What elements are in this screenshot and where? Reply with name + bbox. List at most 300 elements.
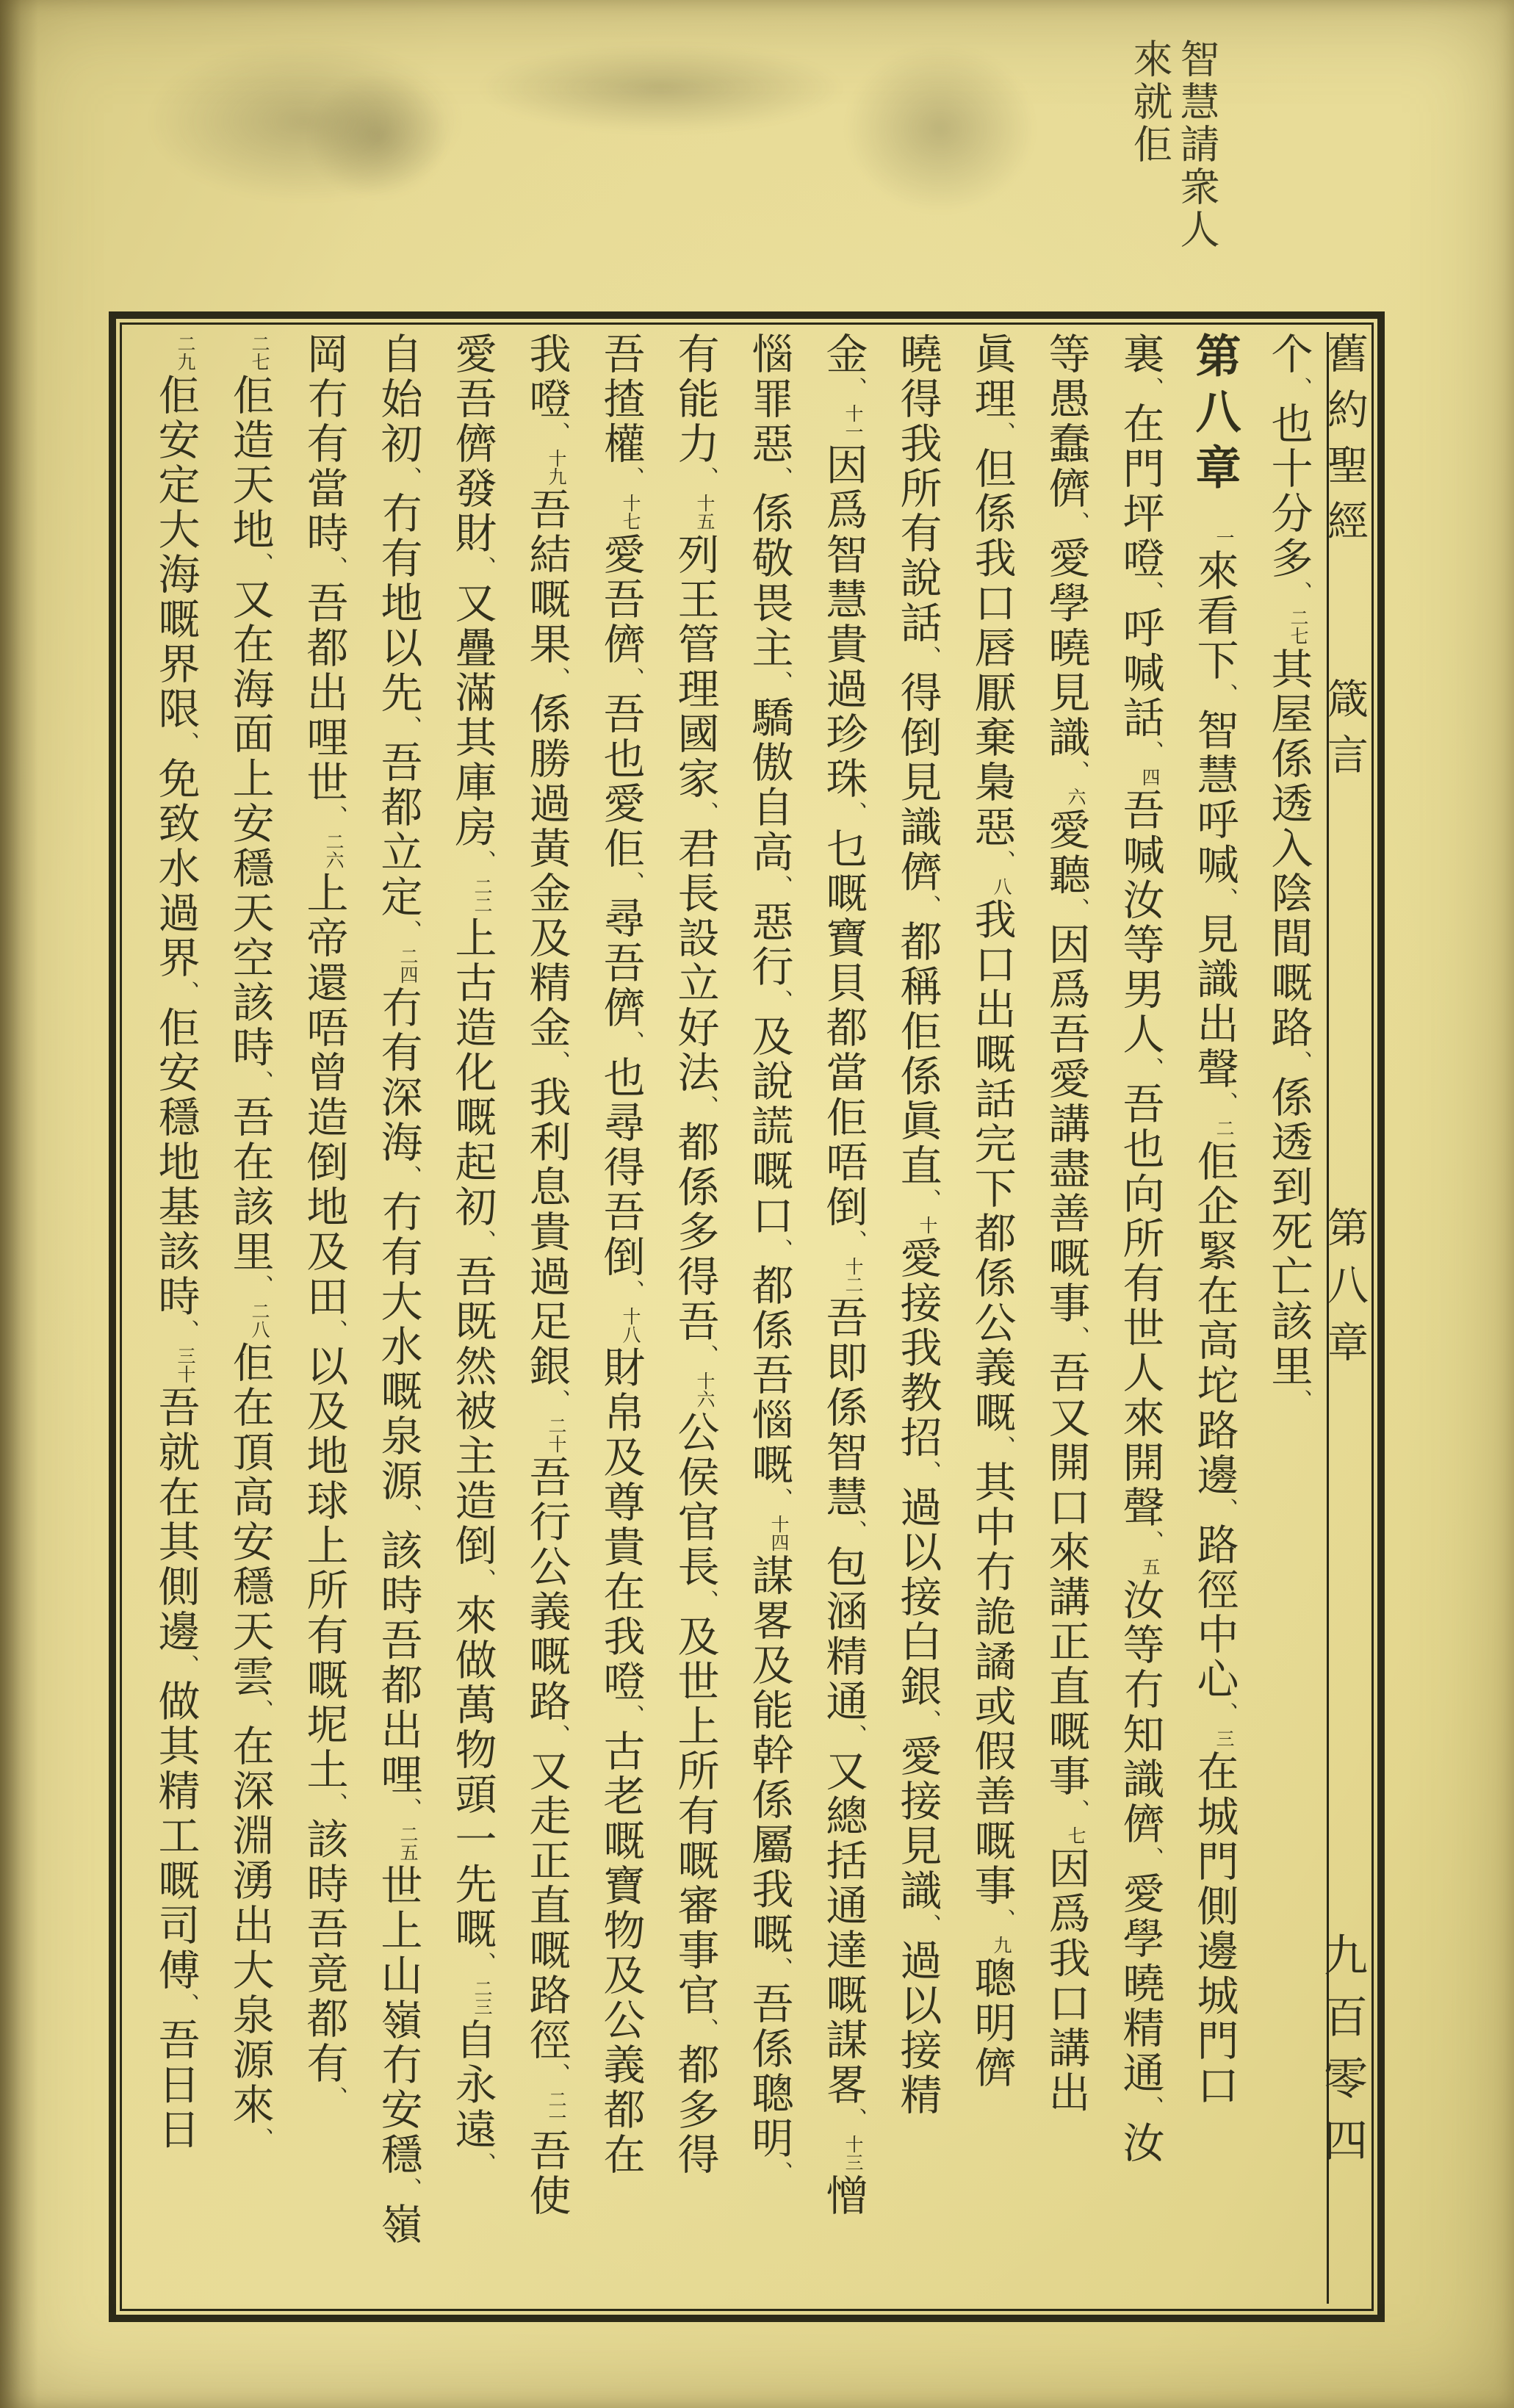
- text-character: 包: [820, 1545, 866, 1590]
- text-character: 上: [375, 1908, 421, 1953]
- text-character: 係: [746, 1308, 792, 1353]
- text-character: 以: [375, 626, 421, 671]
- text-character: 及: [597, 1435, 644, 1480]
- text-character: 財: [597, 1346, 644, 1391]
- text-character: 行: [523, 1500, 569, 1545]
- text-character: 係: [1265, 1075, 1311, 1120]
- text-character: 路: [1191, 1408, 1237, 1453]
- text-character: 發: [449, 466, 495, 511]
- text-character: 多: [671, 1210, 718, 1255]
- text-character: 地: [375, 581, 421, 626]
- text-character: 識: [1191, 957, 1237, 1002]
- text-character: 嘅: [300, 1658, 347, 1703]
- text-character: 總: [820, 1794, 866, 1839]
- text-character: 側: [1191, 1884, 1237, 1929]
- verse-number: 一: [1214, 528, 1233, 547]
- text-character: 開: [1042, 1441, 1089, 1485]
- text-column: [509, 332, 583, 2308]
- text-character: 智: [820, 533, 866, 577]
- chapter-label: 第八章: [1322, 1206, 1367, 1378]
- text-character: 嘅: [671, 1839, 718, 1883]
- text-character: 爲: [1042, 1892, 1089, 1936]
- text-character: 話: [1117, 696, 1163, 740]
- punctuation-mark: 、: [693, 466, 718, 491]
- text-character: 及: [746, 1014, 792, 1059]
- text-character: 限: [152, 687, 198, 732]
- text-character: 都: [375, 1663, 421, 1708]
- text-character: 果: [523, 622, 569, 667]
- text-character: 在: [226, 1385, 273, 1430]
- text-character: 疊: [449, 626, 495, 671]
- text-character: 路: [523, 1973, 569, 2018]
- punctuation-mark: 、: [842, 1724, 866, 1749]
- text-character: 岡: [300, 332, 347, 377]
- text-character: 接: [894, 1779, 940, 1824]
- text-character: 見: [1042, 671, 1089, 715]
- text-character: 通: [1117, 2051, 1163, 2096]
- text-character: 珍: [820, 712, 866, 757]
- text-character: 括: [820, 1839, 866, 1883]
- text-character: 入: [1265, 826, 1311, 871]
- text-character: 來: [226, 2083, 273, 2127]
- text-character: 來: [1117, 1396, 1163, 1441]
- text-character: 在: [152, 1475, 198, 1520]
- text-character: 通: [820, 1679, 866, 1724]
- text-character: 該: [1265, 1299, 1311, 1344]
- text-character: 聲: [1191, 1047, 1237, 1092]
- text-character: 裏: [1117, 332, 1163, 377]
- text-character: 基: [152, 1185, 198, 1230]
- text-character: 帛: [597, 1391, 644, 1435]
- punctuation-mark: 、: [693, 2018, 718, 2043]
- text-character: 儕: [449, 422, 495, 466]
- text-character: 過: [523, 1255, 569, 1299]
- text-columns: [129, 332, 1325, 2308]
- text-character: 佢: [820, 1095, 866, 1140]
- text-character: 設: [671, 916, 718, 961]
- text-character: 倒: [894, 715, 940, 760]
- text-character: 惡: [968, 805, 1014, 850]
- text-character: 及: [746, 1643, 792, 1688]
- text-character: 公: [597, 1998, 644, 2043]
- text-character: 使: [523, 2174, 569, 2218]
- text-character: 見: [894, 1824, 940, 1869]
- text-character: 聲: [1117, 1485, 1163, 1530]
- text-character: 喊: [1191, 843, 1237, 887]
- text-character: 好: [671, 1006, 718, 1050]
- text-character: 倒: [300, 1140, 347, 1185]
- text-character: 吾: [300, 1907, 347, 1952]
- text-character: 當: [820, 1050, 866, 1095]
- text-character: 日: [152, 2108, 198, 2152]
- punctuation-mark: 、: [768, 1488, 792, 1513]
- text-character: 金: [523, 1006, 569, 1050]
- text-character: 惡: [746, 422, 792, 466]
- text-character: 盡: [1042, 1147, 1089, 1192]
- text-character: 得: [671, 1255, 718, 1299]
- text-character: 邊: [1191, 1929, 1237, 1974]
- text-character: 謀: [820, 2018, 866, 2063]
- text-character: 愛: [1042, 536, 1089, 581]
- text-character: 理: [968, 377, 1014, 422]
- text-character: 出: [1191, 1002, 1237, 1047]
- text-character: 司: [152, 1903, 198, 1948]
- text-character: 口: [746, 1194, 792, 1239]
- text-character: 列: [671, 533, 718, 577]
- text-character: 假: [968, 1729, 1014, 1774]
- text-character: 天: [226, 463, 273, 508]
- text-character: 貴: [597, 1525, 644, 1570]
- text-character: 淵: [226, 1814, 273, 1859]
- verse-number: 三十: [175, 1347, 195, 1383]
- text-character: 界: [152, 936, 198, 981]
- text-character: 立: [375, 830, 421, 875]
- punctuation-mark: 、: [768, 2161, 792, 2186]
- punctuation-mark: 、: [1139, 1057, 1163, 1082]
- text-character: 都: [375, 785, 421, 830]
- text-character: 企: [1191, 1184, 1237, 1229]
- text-character: 因: [1042, 923, 1089, 967]
- text-character: 海: [152, 552, 198, 597]
- page-number: 九百零四: [1318, 1932, 1366, 2179]
- text-character: 黃: [523, 826, 569, 871]
- text-character: 所: [300, 1568, 347, 1613]
- text-character: 出: [300, 671, 347, 715]
- text-character: 自: [746, 785, 792, 830]
- text-character: 貝: [820, 961, 866, 1006]
- verse-number: 九: [991, 1936, 1011, 1954]
- text-character: 里: [1265, 1344, 1311, 1389]
- text-character: 穩: [226, 1565, 273, 1609]
- punctuation-mark: 、: [1213, 1498, 1237, 1523]
- text-character: 出: [1042, 2071, 1089, 2116]
- punctuation-mark: 、: [397, 1504, 421, 1529]
- text-character: 下: [1191, 638, 1237, 683]
- punctuation-mark: 、: [916, 1914, 940, 1939]
- text-character: 識: [894, 1869, 940, 1914]
- text-character: 義: [597, 2043, 644, 2088]
- text-character: 庫: [449, 760, 495, 805]
- text-character: 始: [375, 377, 421, 422]
- punctuation-mark: 、: [916, 895, 940, 920]
- text-column: [435, 332, 509, 2308]
- text-character: 惱: [746, 1398, 792, 1443]
- punctuation-mark: 、: [248, 2127, 273, 2152]
- text-character: 都: [671, 1120, 718, 1165]
- text-character: 頂: [226, 1430, 273, 1475]
- text-character: 在: [1191, 1274, 1237, 1319]
- text-character: 工: [152, 1814, 198, 1859]
- text-column: [806, 332, 880, 2308]
- text-character: 口: [1042, 1485, 1089, 1530]
- punctuation-mark: 、: [322, 1792, 347, 1817]
- text-character: 門: [1117, 447, 1163, 491]
- punctuation-mark: 、: [322, 805, 347, 830]
- text-character: 嘅: [597, 1819, 644, 1864]
- text-character: 先: [449, 1862, 495, 1907]
- text-character: 財: [449, 511, 495, 556]
- text-character: 該: [226, 1185, 273, 1230]
- text-column: [1028, 332, 1103, 2308]
- text-character: 吾: [597, 941, 644, 986]
- text-character: 來: [449, 1593, 495, 1638]
- text-character: 人: [1117, 1012, 1163, 1057]
- text-character: 路: [1191, 1523, 1237, 1568]
- punctuation-mark: 、: [174, 1993, 198, 2018]
- text-character: 也: [1265, 402, 1311, 447]
- verse-number: 七: [1065, 1826, 1085, 1845]
- text-character: 過: [894, 1939, 940, 1983]
- text-character: 吾: [226, 1095, 273, 1140]
- punctuation-mark: 、: [174, 1654, 198, 1679]
- text-character: 安: [226, 1520, 273, 1565]
- text-character: 徑: [523, 2018, 569, 2063]
- text-character: 有: [671, 1794, 718, 1839]
- text-character: 長: [671, 871, 718, 916]
- text-character: 喊: [1117, 651, 1163, 696]
- text-character: 嶺: [375, 1998, 421, 2043]
- text-character: 或: [968, 1684, 1014, 1729]
- text-character: 過: [152, 891, 198, 936]
- text-character: 透: [1265, 782, 1311, 826]
- text-column: [212, 332, 286, 2308]
- text-character: 空: [226, 936, 273, 981]
- punctuation-mark: 、: [1213, 887, 1237, 912]
- text-character: 嘅: [523, 1634, 569, 1679]
- verse-number: 二九: [175, 334, 195, 371]
- text-character: 側: [152, 1565, 198, 1609]
- text-character: 佢: [894, 1009, 940, 1054]
- text-character: 坪: [1117, 491, 1163, 536]
- text-character: 嘅: [746, 1443, 792, 1488]
- text-character: 眞: [968, 332, 1014, 377]
- text-character: 話: [968, 1077, 1014, 1122]
- text-character: 爲: [820, 488, 866, 533]
- text-character: 曉: [894, 332, 940, 377]
- text-character: 侯: [671, 1455, 718, 1500]
- punctuation-mark: 、: [248, 1699, 273, 1724]
- text-character: 緊: [1191, 1229, 1237, 1274]
- text-character: 屬: [746, 1823, 792, 1867]
- text-character: 愛: [1042, 1057, 1089, 1102]
- text-character: 城: [1191, 1974, 1237, 2019]
- punctuation-mark: 、: [248, 1275, 273, 1299]
- text-character: 說: [894, 556, 940, 601]
- text-character: 个: [1265, 332, 1311, 377]
- punctuation-mark: 、: [545, 1050, 569, 1075]
- punctuation-mark: 、: [248, 552, 273, 577]
- running-header-line1: 智慧請衆人: [1175, 38, 1219, 251]
- punctuation-mark: 、: [842, 1230, 866, 1255]
- text-character: 日: [152, 2063, 198, 2108]
- text-character: 有: [894, 511, 940, 556]
- text-character: 汝: [1117, 1578, 1163, 1623]
- text-character: 致: [152, 801, 198, 846]
- text-character: 高: [746, 830, 792, 875]
- text-column: [880, 332, 954, 2308]
- text-character: 講: [1042, 2026, 1089, 2071]
- punctuation-mark: 、: [397, 1165, 421, 1190]
- text-character: 愛: [597, 782, 644, 826]
- verse-number: 十: [917, 1216, 937, 1234]
- text-character: 先: [375, 671, 421, 715]
- text-character: 精: [1117, 2006, 1163, 2051]
- text-character: 國: [671, 712, 718, 757]
- text-character: 世: [375, 1864, 421, 1908]
- text-character: 說: [746, 1059, 792, 1104]
- text-character: 精: [523, 961, 569, 1006]
- punctuation-mark: 、: [842, 377, 866, 402]
- verse-number: 二: [1214, 1119, 1233, 1137]
- text-character: 嘅: [746, 1912, 792, 1957]
- punctuation-mark: 、: [397, 715, 421, 740]
- text-character: 梟: [968, 760, 1014, 805]
- text-character: 講: [1042, 1575, 1089, 1620]
- text-character: 都: [597, 2088, 644, 2133]
- text-character: 在: [226, 622, 273, 667]
- text-character: 嘅: [1042, 1236, 1089, 1281]
- text-character: 口: [968, 581, 1014, 626]
- text-character: 精: [152, 1769, 198, 1814]
- text-character: 佢: [226, 373, 273, 418]
- text-character: 得: [671, 2133, 718, 2177]
- text-character: 儕: [968, 2046, 1014, 2091]
- text-character: 吾: [1117, 788, 1163, 833]
- text-character: 下: [968, 1167, 1014, 1211]
- text-character: 義: [968, 1346, 1014, 1391]
- verse-number: 二六: [323, 832, 343, 869]
- text-character: 都: [671, 2043, 718, 2088]
- text-character: 門: [1191, 1839, 1237, 1884]
- text-character: 接: [894, 1281, 940, 1326]
- text-character: 帝: [300, 916, 347, 961]
- text-character: 過: [894, 1485, 940, 1530]
- text-character: 及: [671, 1615, 718, 1659]
- punctuation-mark: 、: [619, 466, 644, 491]
- text-character: 坨: [1191, 1363, 1237, 1408]
- text-character: 厭: [968, 671, 1014, 715]
- text-character: 吾: [375, 1618, 421, 1663]
- punctuation-mark: 、: [322, 1319, 347, 1344]
- text-character: 接: [894, 1575, 940, 1620]
- text-character: 慧: [820, 1475, 866, 1520]
- text-character: 智: [820, 1430, 866, 1475]
- text-character: 上: [226, 757, 273, 801]
- text-character: 又: [226, 577, 273, 622]
- text-character: 我: [1042, 1936, 1089, 1981]
- text-column: [286, 332, 361, 2308]
- text-character: 曉: [1042, 626, 1089, 671]
- text-character: 過: [523, 782, 569, 826]
- punctuation-mark: 、: [990, 1908, 1014, 1933]
- punctuation-mark: 、: [842, 801, 866, 826]
- running-header-line2: 來就佢: [1128, 38, 1172, 166]
- text-character: 吾: [523, 488, 569, 533]
- text-character: 永: [449, 2063, 495, 2108]
- text-character: 識: [1117, 1757, 1163, 1802]
- text-character: 時: [226, 1025, 273, 1070]
- text-character: 唇: [968, 626, 1014, 671]
- text-character: 譎: [968, 1640, 1014, 1684]
- text-character: 物: [449, 1728, 495, 1773]
- text-character: 爲: [1042, 967, 1089, 1012]
- text-character: 間: [1265, 916, 1311, 961]
- text-character: 初: [449, 1185, 495, 1230]
- verse-number: 五: [1139, 1557, 1159, 1576]
- text-character: 正: [1042, 1620, 1089, 1665]
- text-character: 知: [1117, 1712, 1163, 1757]
- text-character: 深: [226, 1769, 273, 1814]
- text-character: 佢: [226, 1341, 273, 1385]
- punctuation-mark: 、: [1064, 511, 1089, 536]
- text-character: 其: [449, 715, 495, 760]
- text-character: 主: [746, 626, 792, 671]
- verse-number: 二二: [472, 877, 491, 914]
- text-character: 憎: [820, 2174, 866, 2218]
- text-character: 謊: [746, 1104, 792, 1149]
- text-character: 佢: [152, 373, 198, 418]
- text-character: 來: [1042, 1530, 1089, 1575]
- text-character: 公: [523, 1545, 569, 1590]
- text-character: 足: [523, 1299, 569, 1344]
- text-character: 地: [300, 1185, 347, 1230]
- text-character: 口: [1042, 1981, 1089, 2026]
- spacer: [1213, 500, 1214, 526]
- verse-number: 十四: [768, 1515, 788, 1551]
- text-character: 做: [152, 1679, 198, 1724]
- text-character: 珠: [820, 757, 866, 801]
- text-character: 大: [375, 1280, 421, 1324]
- text-character: 被: [449, 1389, 495, 1434]
- text-character: 口: [1191, 2063, 1237, 2108]
- punctuation-mark: 、: [397, 466, 421, 491]
- text-character: 學: [1117, 1917, 1163, 1961]
- text-column: [1177, 332, 1251, 2308]
- text-character: 審: [671, 1883, 718, 1928]
- text-character: 嘅: [1042, 1709, 1089, 1754]
- text-character: 王: [671, 577, 718, 622]
- text-character: 精: [820, 1634, 866, 1679]
- punctuation-mark: 、: [471, 1230, 495, 1255]
- text-column: [138, 332, 212, 2308]
- text-character: 面: [226, 712, 273, 757]
- text-character: 直: [523, 1883, 569, 1928]
- text-character: 傅: [152, 1948, 198, 1993]
- text-character: 源: [375, 1459, 421, 1504]
- punctuation-mark: 、: [545, 1724, 569, 1749]
- text-character: 得: [597, 1145, 644, 1190]
- text-character: 吾: [1042, 1351, 1089, 1396]
- text-character: 嘅: [820, 871, 866, 916]
- punctuation-mark: 、: [768, 875, 792, 900]
- text-character: 口: [968, 942, 1014, 987]
- print-bleedthrough: [477, 44, 845, 132]
- text-character: 自: [449, 2018, 495, 2063]
- text-character: 尋: [597, 896, 644, 941]
- punctuation-mark: 、: [619, 1704, 644, 1729]
- text-character: 招: [894, 1416, 940, 1460]
- text-character: 事: [671, 1928, 718, 1973]
- text-character: 高: [1191, 1319, 1237, 1363]
- verse-number: 十五: [694, 494, 714, 530]
- punctuation-mark: 、: [1287, 377, 1311, 402]
- text-character: 主: [449, 1434, 495, 1479]
- text-character: 等: [1117, 923, 1163, 967]
- text-character: 嘅: [523, 577, 569, 622]
- text-character: 定: [152, 463, 198, 508]
- punctuation-mark: 、: [248, 1070, 273, 1095]
- text-character: 講: [1042, 1102, 1089, 1147]
